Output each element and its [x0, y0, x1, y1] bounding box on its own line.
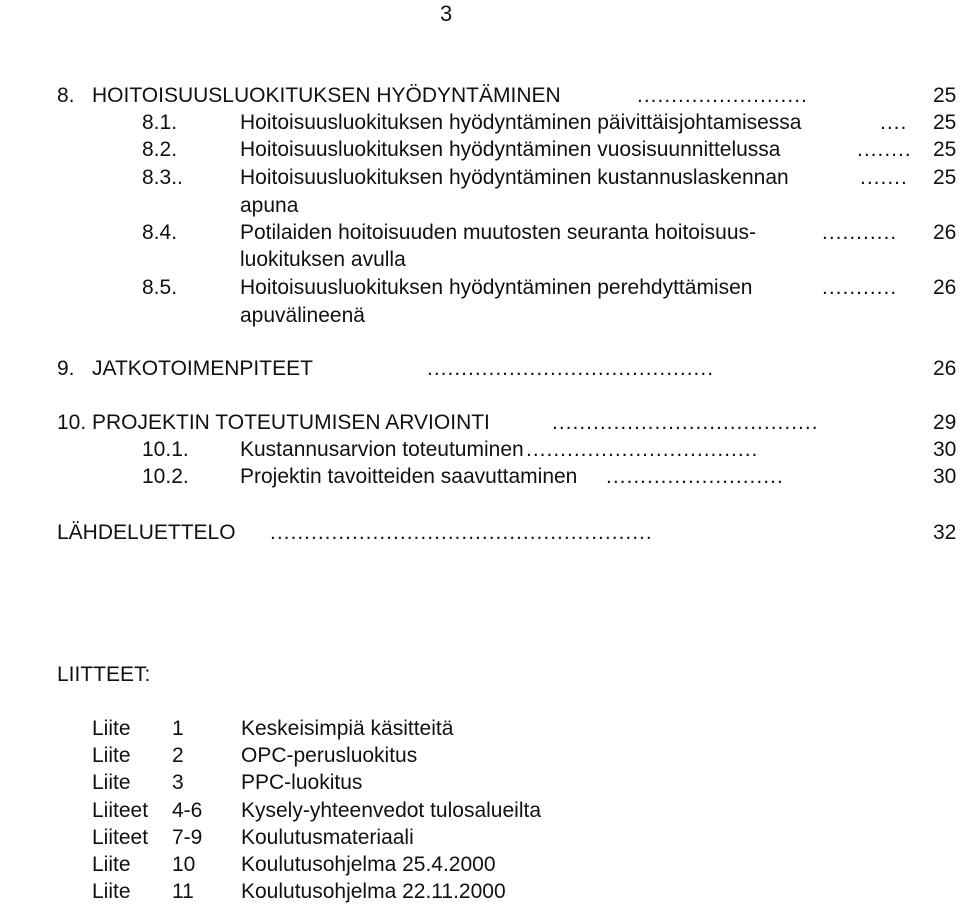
appendix-label: Liite [92, 880, 131, 903]
toc-number: 8.3.. [142, 166, 183, 189]
toc-page: 25 [933, 138, 957, 161]
toc-leader-dots: ........... [822, 221, 898, 244]
appendix-title: OPC-perusluokitus [241, 744, 418, 767]
appendix-label: Liite [92, 853, 131, 876]
toc-number: 8. [57, 84, 75, 107]
appendix-number: 2 [172, 744, 184, 767]
toc-leader-dots: ........ [857, 138, 912, 161]
appendix-number: 7-9 [172, 826, 203, 849]
toc-leader-dots: ........... [822, 276, 898, 299]
toc-number: 8.1. [142, 111, 178, 134]
toc-page: 25 [933, 111, 957, 134]
toc-page: 26 [933, 357, 957, 380]
appendix-number: 10 [172, 853, 196, 876]
toc-title: LÄHDELUETTELO [57, 521, 236, 544]
appendix-label: Liite [92, 717, 131, 740]
toc-page: 25 [933, 166, 957, 189]
toc-leader-dots: .... [880, 111, 908, 134]
toc-leader-dots: ....... [860, 166, 908, 189]
toc-title-continuation: apuvälineenä [240, 304, 365, 327]
appendix-number: 4-6 [172, 799, 203, 822]
appendix-label: Liiteet [92, 799, 149, 822]
toc-title-continuation: apuna [240, 194, 299, 217]
toc-leader-dots: ........................................................ [270, 521, 653, 544]
toc-leader-dots: .......................................... [427, 357, 715, 380]
appendix-title: PPC-luokitus [241, 771, 363, 794]
toc-page: 32 [933, 521, 957, 544]
appendix-label: Liite [92, 744, 131, 767]
toc-title: Potilaiden hoitoisuuden muutosten seuranta hoitoisuus- [240, 221, 757, 244]
toc-title-continuation: luokituksen avulla [240, 248, 406, 271]
toc-title: Hoitoisuusluokituksen hyödyntäminen vuosisuunnittelussa [240, 138, 781, 161]
toc-title: HOITOISUUSLUOKITUKSEN HYÖDYNTÄMINEN [92, 84, 561, 107]
toc-page: 30 [933, 438, 957, 461]
toc-number: 8.2. [142, 138, 178, 161]
toc-title: Hoitoisuusluokituksen hyödyntäminen kustannuslaskennan [240, 166, 789, 189]
toc-page: 25 [933, 84, 957, 107]
toc-number: 9. [57, 357, 75, 380]
toc-title: Kustannusarvion toteutuminen [240, 438, 524, 461]
toc-leader-dots: ......................... [637, 84, 808, 107]
toc-page: 26 [933, 276, 957, 299]
appendix-number: 11 [172, 880, 194, 903]
toc-number: 10.2. [142, 465, 189, 488]
appendix-label: Liiteet [92, 826, 149, 849]
appendix-label: Liite [92, 771, 131, 794]
appendix-title: Koulutusohjelma 22.11.2000 [241, 880, 506, 903]
page-number: 3 [440, 1, 453, 26]
toc-page: 29 [933, 411, 957, 434]
appendix-number: 3 [172, 771, 184, 794]
toc-title: Hoitoisuusluokituksen hyödyntäminen päivittäisjohtamisessa [240, 111, 802, 134]
toc-title: PROJEKTIN TOTEUTUMISEN ARVIOINTI [92, 411, 490, 434]
appendices-heading: LIITTEET: [57, 663, 151, 686]
toc-title: Projektin tavoitteiden saavuttaminen [240, 465, 578, 488]
appendix-title: Keskeisimpiä käsitteitä [241, 717, 454, 740]
toc-title: Hoitoisuusluokituksen hyödyntäminen perehdyttämisen [240, 276, 753, 299]
toc-leader-dots: .......................... [606, 465, 784, 488]
toc-number: 8.4. [142, 221, 178, 244]
toc-leader-dots: .................................. [526, 438, 759, 461]
appendix-title: Koulutusmateriaali [241, 826, 414, 849]
toc-number: 10. [57, 411, 87, 434]
toc-number: 10.1. [142, 438, 189, 461]
appendix-title: Kysely-yhteenvedot tulosalueilta [241, 799, 542, 822]
toc-number: 8.5. [142, 276, 178, 299]
toc-leader-dots: ....................................... [552, 411, 819, 434]
toc-title: JATKOTOIMENPITEET [92, 357, 313, 380]
appendix-title: Koulutusohjelma 25.4.2000 [241, 853, 496, 876]
toc-page: 30 [933, 465, 957, 488]
toc-page: 26 [933, 221, 957, 244]
appendix-number: 1 [172, 717, 184, 740]
